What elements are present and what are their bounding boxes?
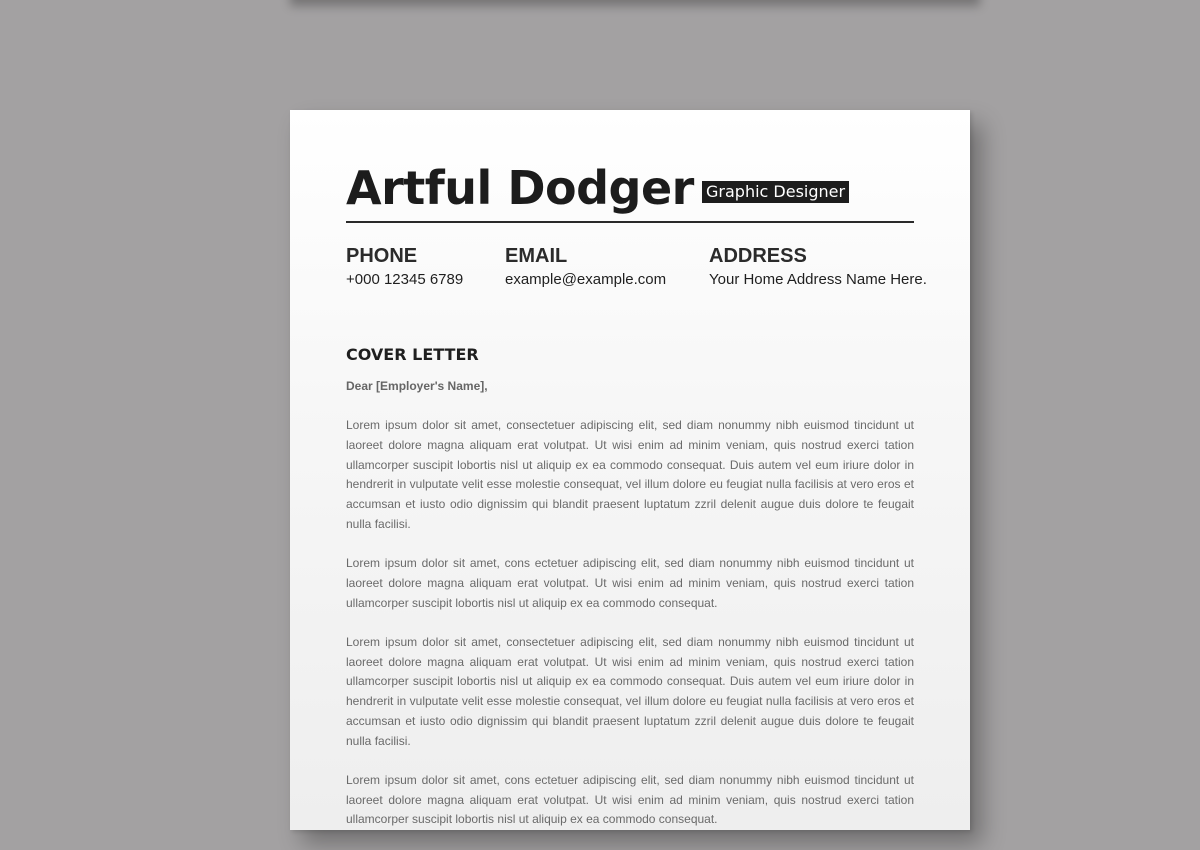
contact-email <box>505 244 666 290</box>
section-title: COVER LETTER <box>346 345 479 364</box>
paragraph: Lorem ipsum dolor sit amet, cons ectetuer adipiscing elit, sed diam nonummy nibh euismod tincidunt ut laoreet dolore magna aliquam erat volutpat. Ut wisi enim ad minim veniam, quis nostrud exerci tation ullamcorper suscipit lobortis nisl ut aliquip ex ea commodo consequat. <box>346 772 914 827</box>
paragraph: Lorem ipsum dolor sit amet, consectetuer adipiscing elit, sed diam nonummy nibh euismod tincidunt ut laoreet dolore magna aliquam erat volutpat. Ut wisi enim ad minim veniam, quis nostrud exerci tation ullamcorper suscipit lobortis nisl ut aliquip ex ea commodo consequat. Duis autem vel eum iriure dolor in hendrerit in vulputate velit esse molestie consequat, vel illum dolore eu feugiat nulla facilisis at vero eros et accumsan et iusto odio dignissim qui blandit praesent luptatum zzril delenit augue duis dolore te feugait nulla facilisi. <box>346 634 914 748</box>
paragraph: Lorem ipsum dolor sit amet, cons ectetuer adipiscing elit, sed diam nonummy nibh euismod tincidunt ut laoreet dolore magna aliquam erat volutpat. Ut wisi enim ad minim veniam, quis nostrud exerci tation ullamcorper suscipit lobortis nisl ut aliquip ex ea commodo consequat. <box>346 556 914 610</box>
address-label: ADDRESS <box>709 245 807 267</box>
job-title-badge: Graphic Designer <box>702 181 849 203</box>
salutation: Dear [Employer's Name], <box>346 379 488 393</box>
letter-body <box>346 416 914 850</box>
cover-letter-page <box>290 110 970 830</box>
email-value: example@example.com <box>505 271 667 288</box>
contact-address <box>709 244 927 290</box>
header-divider <box>346 221 914 223</box>
contact-phone <box>346 244 463 290</box>
phone-value: +000 12345 6789 <box>346 271 464 288</box>
address-value: Your Home Address Name Here. <box>709 271 927 288</box>
paragraph: Lorem ipsum dolor sit amet, consectetuer adipiscing elit, sed diam nonummy nibh euismod tincidunt ut laoreet dolore magna aliquam erat volutpat. Ut wisi enim ad minim veniam, quis nostrud exerci tation ullamcorper suscipit lobortis nisl ut aliquip ex ea commodo consequat. Duis autem vel eum iriure dolor in hendrerit in vulputate velit esse molestie consequat, vel illum dolore eu feugiat nulla facilisis at vero eros et accumsan et iusto odio dignissim qui blandit praesent luptatum zzril delenit augue duis dolore te feugait nulla facilisi. <box>346 418 914 531</box>
phone-label: PHONE <box>346 245 418 267</box>
applicant-name: Artful Dodger <box>346 161 694 215</box>
email-label: EMAIL <box>505 245 568 267</box>
